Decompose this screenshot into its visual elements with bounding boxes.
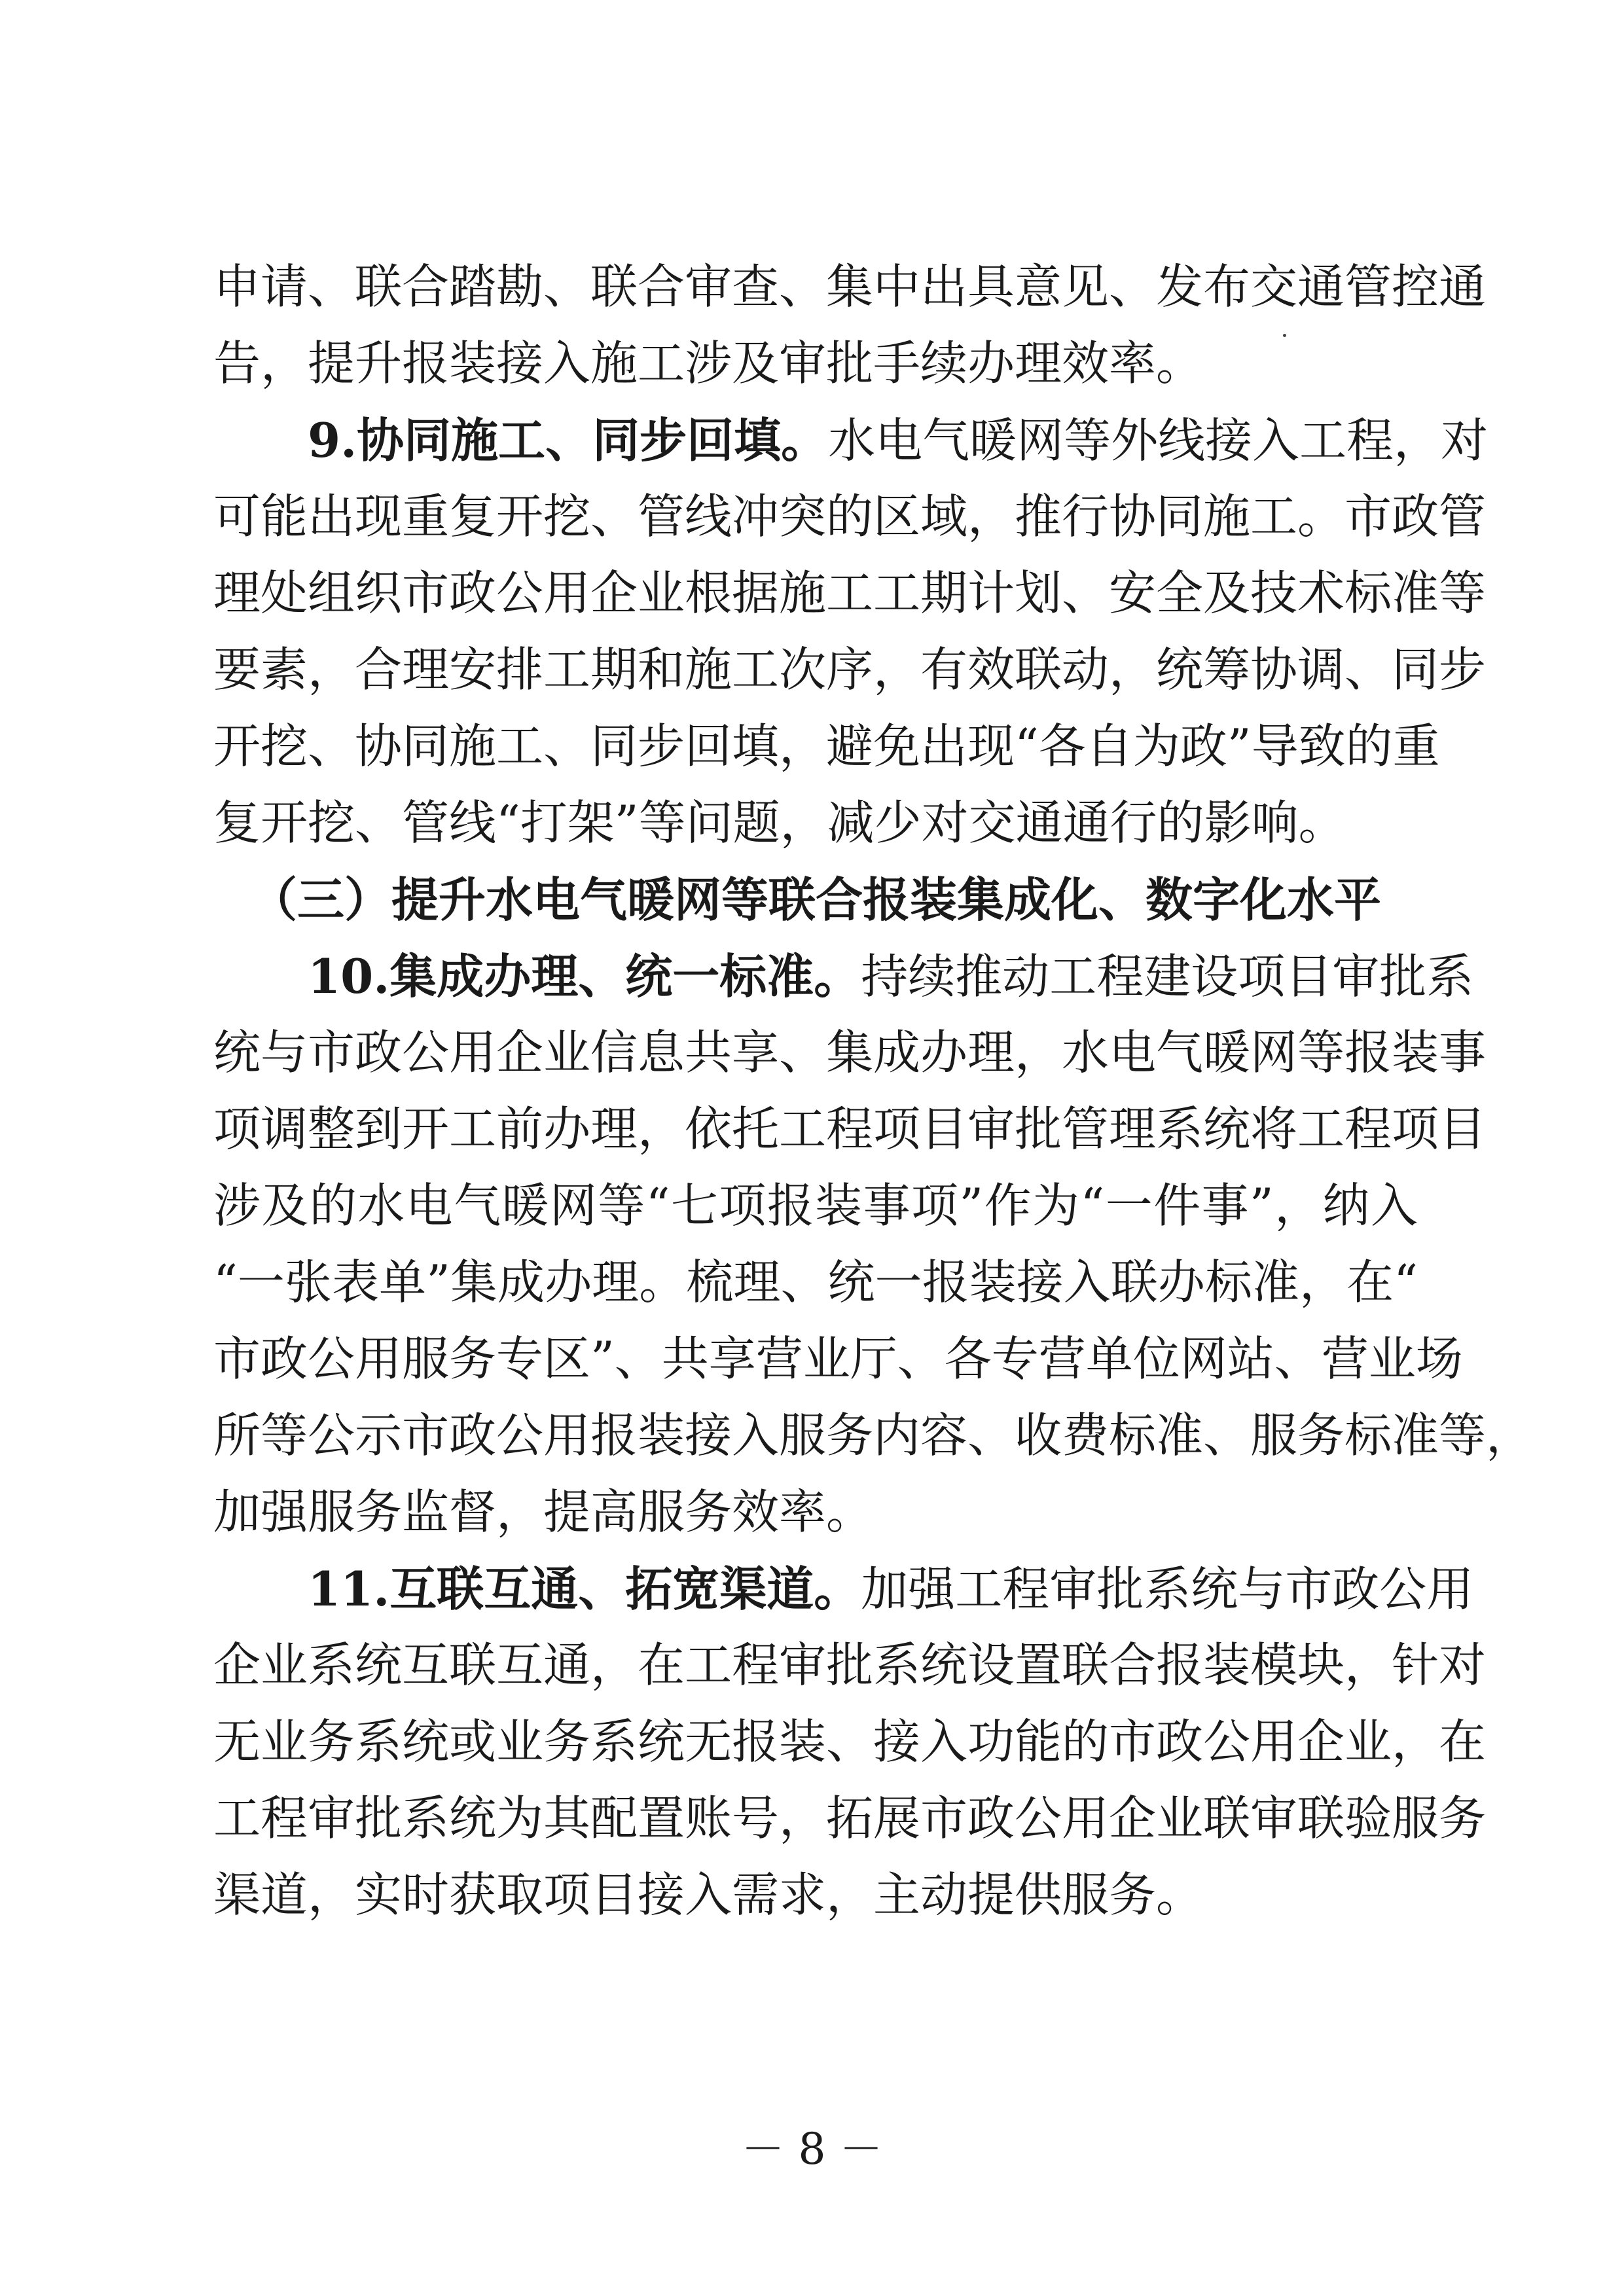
paragraph-9-first-line: 9.协同施工、同步回填。水电气暖网等外线接入工程，对	[308, 412, 1489, 468]
text-line: 企业系统互联互通，在工程审批系统设置联合报装模块，针对	[213, 1638, 1487, 1693]
paragraph-10-first-line: 10.集成办理、统一标准。持续推动工程建设项目审批系	[308, 948, 1474, 1004]
item-10-heading: 10.集成办理、统一标准。	[308, 948, 861, 1004]
page-number: － 8 －	[741, 2124, 883, 2174]
text-line: “一张表单”集成办理。梳理、统一报装接入联办标准，在“	[213, 1255, 1418, 1310]
text-line: 告，提升报装接入施工涉及审批手续办理效率。	[213, 336, 1204, 391]
paragraph-11-first-line: 11.互联互通、拓宽渠道。加强工程审批系统与市政公用	[308, 1561, 1474, 1617]
text-line: 工程审批系统为其配置账号，拓展市政公用企业联审联验服务	[213, 1791, 1487, 1846]
text-line: 申请、联合踏勘、联合审查、集中出具意见、发布交通管控通	[213, 259, 1487, 314]
item-11-heading: 11.互联互通、拓宽渠道。	[308, 1561, 861, 1617]
text-line: 所等公示市政公用报装接入服务内容、收费标准、服务标准等，	[213, 1408, 1534, 1463]
scan-speck	[1283, 334, 1286, 337]
text-line: 加强服务监督，提高服务效率。	[213, 1484, 874, 1539]
text-line: 要素，合理安排工期和施工次序，有效联动，统筹协调、同步	[213, 642, 1487, 697]
text-line: 涉及的水电气暖网等“七项报装事项”作为“一件事”，纳入	[213, 1178, 1418, 1233]
text-line: 无业务系统或业务系统无报装、接入功能的市政公用企业，在	[213, 1714, 1487, 1769]
text-line: 市政公用服务专区”、共享营业厅、各专营单位网站、营业场	[213, 1331, 1463, 1386]
text-line: 项调整到开工前办理，依托工程项目审批管理系统将工程项目	[213, 1102, 1487, 1157]
text-line: 可能出现重复开挖、管线冲突的区域，推行协同施工。市政管	[213, 489, 1487, 544]
document-body	[213, 249, 1534, 1933]
text-line: 复开挖、管线“打架”等问题，减少对交通通行的影响。	[213, 795, 1346, 850]
section-3-heading: （三）提升水电气暖网等联合报装集成化、数字化水平	[249, 872, 1381, 927]
text-line: 统与市政公用企业信息共享、集成办理，水电气暖网等报装事	[213, 1025, 1487, 1080]
text-line: 渠道，实时获取项目接入需求，主动提供服务。	[213, 1867, 1204, 1922]
text-line: 开挖、协同施工、同步回填，避免出现“各自为政”导致的重	[213, 719, 1440, 774]
item-9-heading: 9.协同施工、同步回填。	[308, 412, 829, 468]
text-line: 理处组织市政公用企业根据施工工期计划、安全及技术标准等	[213, 565, 1487, 620]
